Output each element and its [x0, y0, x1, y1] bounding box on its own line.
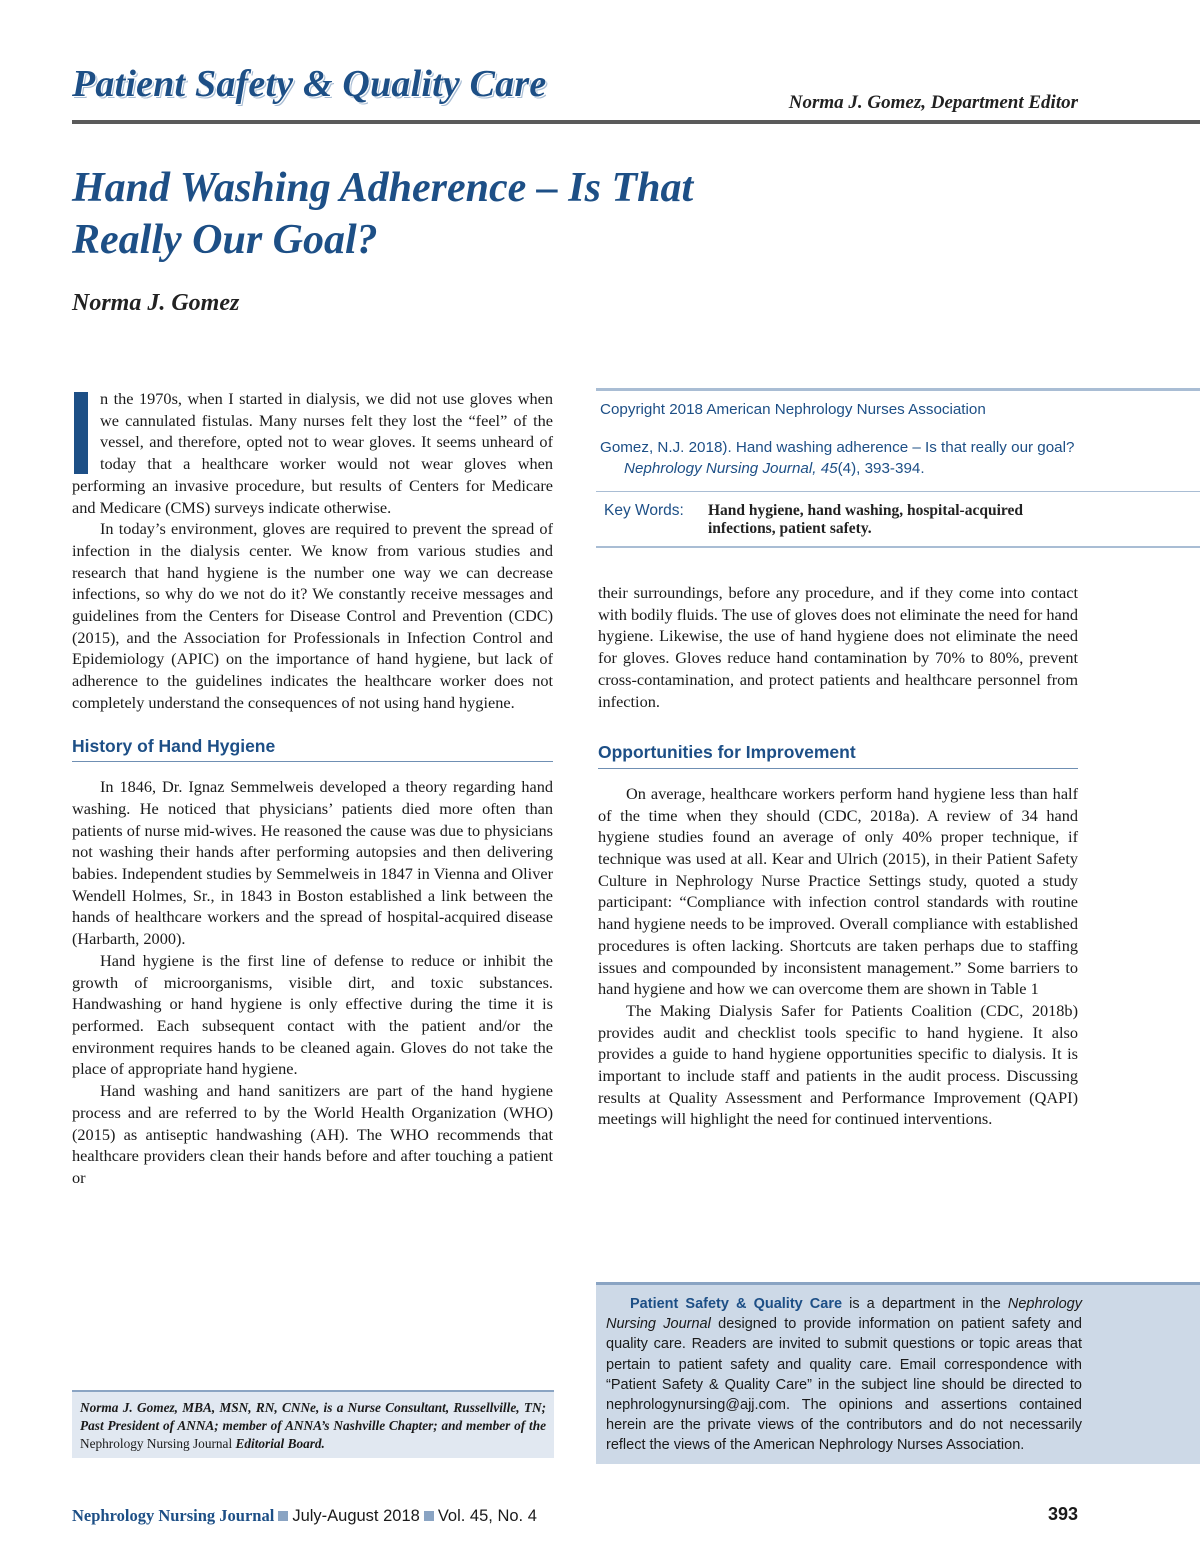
footer-separator-square [278, 1511, 288, 1521]
keywords-label: Key Words: [604, 502, 684, 519]
right-column [598, 582, 1078, 1130]
citation-journal: Nephrology Nursing Journal, 45 [624, 460, 838, 477]
section-rule [598, 768, 1078, 769]
footer-volume: Vol. 45, No. 4 [437, 1507, 537, 1525]
keywords-text: Hand hygiene, hand washing, hospital-acquired infections, patient safety. [708, 502, 1023, 537]
citation-issue: (4), 393-394. [837, 460, 925, 477]
bio-text-b: Editorial Board. [232, 1436, 325, 1451]
department-box-lead: Patient Safety & Quality Care [630, 1296, 843, 1312]
article-title-line-2: Really Our Goal? [72, 217, 378, 263]
history-paragraph-2: Hand hygiene is the first line of defense to reduce or inhibit the growth of microorganisms, visible dirt, and toxic substances. Handwashing or hand hygiene is only effective during the time it is performed. Each subsequent contact with the patient and/or the environment requires hands to be cleaned again. Gloves do not take the place of appropriate hand hygiene. [72, 950, 553, 1079]
keywords-row [600, 492, 1200, 546]
department-description-box [596, 1282, 1200, 1464]
copyright-notice: Copyright 2018 American Nephrology Nurses Association [600, 401, 986, 418]
intro-paragraph-1: n the 1970s, when I started in dialysis, we did not use gloves when we cannulated fistulas. Many nurses felt they lost the “feel” of the vessel, and therefore, opted not to wear gloves. It seems unheard of today that a healthcare worker would not wear gloves when performing an invasive procedure, but results of Centers for Medicare and Medicare (CMS) surveys indicate otherwise. [72, 389, 553, 517]
section-rule [72, 761, 553, 762]
footer-issue: July-August 2018 [292, 1507, 420, 1525]
drop-cap-letter-i [74, 392, 88, 474]
article-author: Norma J. Gomez [72, 290, 240, 316]
department-editor: Norma J. Gomez, Department Editor [788, 92, 1078, 113]
footer-journal-name: Nephrology Nursing Journal [72, 1506, 275, 1525]
footer-journal-info [72, 1506, 537, 1526]
author-bio-box [72, 1390, 554, 1458]
header-rule [72, 120, 1200, 124]
page-number: 393 [1047, 1504, 1078, 1524]
article-title [72, 162, 872, 266]
left-column [72, 388, 553, 1189]
opportunities-paragraph-2: The Making Dialysis Safer for Patients Coalition (CDC, 2018b) provides audit and checklist tools specific to hand hygiene. It also provides a guide to hand hygiene opportunities specific to dialysis. It is important to include staff and patients in the audit process. Discussing results at Quality Assessment and Performance Improvement (QAPI) meetings will highlight the need for continued interventions. [598, 1000, 1078, 1129]
article-info-box [596, 388, 1200, 548]
citation-text: Gomez, N.J. 2018). Hand washing adherence – Is that really our goal? [600, 439, 1075, 456]
department-box-text-a: is a department in the [842, 1296, 1008, 1312]
bio-text-a: Norma J. Gomez, MBA, MSN, RN, CNNe, is a Nurse Consultant, Russellville, TN; Past President of ANNA; member of ANNA’s Nashville Chapter; and member of the [80, 1400, 546, 1433]
section-heading-opportunities: Opportunities for Improvement [598, 742, 856, 763]
continued-paragraph: their surroundings, before any procedure, and if they come into contact with bodily fluids. The use of gloves does not eliminate the need for hand hygiene. Likewise, the use of hand hygiene does not eliminate the need for gloves. Gloves reduce hand contamination by 70% to 80%, prevent cross-contamination, and protect patients and healthcare personnel from infection. [598, 583, 1078, 711]
department-title: Patient Safety & Quality Care [72, 63, 547, 105]
bio-journal: Nephrology Nursing Journal [80, 1436, 233, 1451]
department-box-text-b: designed to provide information on patient safety and quality care. Readers are invited to submit questions or topic areas that pertain to patient safety and quality care. Email correspondence with “Patient Safety & Quality Care” in the subject line should be directed to nephrologynursing@ajj.com. The opinions and assertions contained herein are the private views of the contributors and do not necessarily reflect the views of the American Nephrology Nurses Association. [606, 1316, 1082, 1454]
history-paragraph-1: In 1846, Dr. Ignaz Semmelweis developed a theory regarding hand washing. He noticed that physicians’ patients died more often than patients of nurse mid-wives. He reasoned the cause was due to physicians not washing their hands after performing autopsies and then delivering babies. Independent studies by Semmelweis in 1847 in Vienna and Oliver Wendell Holmes, Sr., in 1843 in Boston established a link between the hands of healthcare workers and the spread of hospital-acquired disease (Harbarth, 2000). [72, 777, 553, 949]
article-title-line-1: Hand Washing Adherence – Is That [72, 165, 694, 211]
intro-paragraph-2: In today’s environment, gloves are required to prevent the spread of infection in the dialysis center. We know from various studies and research that hand hygiene is the number one way we can decrease infections, so why do we not do it? We constantly receive messages and guidelines from the Centers for Disease Control and Prevention (CDC) (2015), and the Association for Professionals in Infection Control and Epidemiology (APIC) on the importance of hand hygiene, but lack of adherence to the guidelines indicates the healthcare worker does not completely understand the consequences of not using hand hygiene. [72, 519, 553, 712]
intro-paragraph-wrap [72, 388, 553, 518]
department-box-journal: Nephrology Nursing Journal [606, 1296, 1083, 1333]
info-box-bottom-rule [596, 546, 1200, 548]
citation [600, 437, 1094, 479]
footer-separator-square [424, 1511, 434, 1521]
section-heading-history: History of Hand Hygiene [72, 735, 276, 756]
history-paragraph-3: Hand washing and hand sanitizers are part of the hand hygiene process and are referred to by the World Health Organization (WHO) (2015) as antiseptic handwashing (AH). The WHO recommends that healthcare providers clean their hands before and after touching a patient or [72, 1081, 553, 1187]
opportunities-paragraph-1: On average, healthcare workers perform hand hygiene less than half of the time when they should (CDC, 2018a). A review of 34 hand hygiene studies found an average of only 40% proper technique, if technique was used at all. Kear and Ulrich (2015), in their Patient Safety Culture in Nephrology Nurse Practice Settings study, quoted a study participant: “Compliance with infection control standards with routine hand hygiene needs to be improved. Overall compliance with established procedures is often lacking. Shortcuts are taken perhaps due to staffing issues and compounded by inconsistent management.” Some barriers to hand hygiene and how we can overcome them are shown in Table 1 [598, 783, 1078, 999]
